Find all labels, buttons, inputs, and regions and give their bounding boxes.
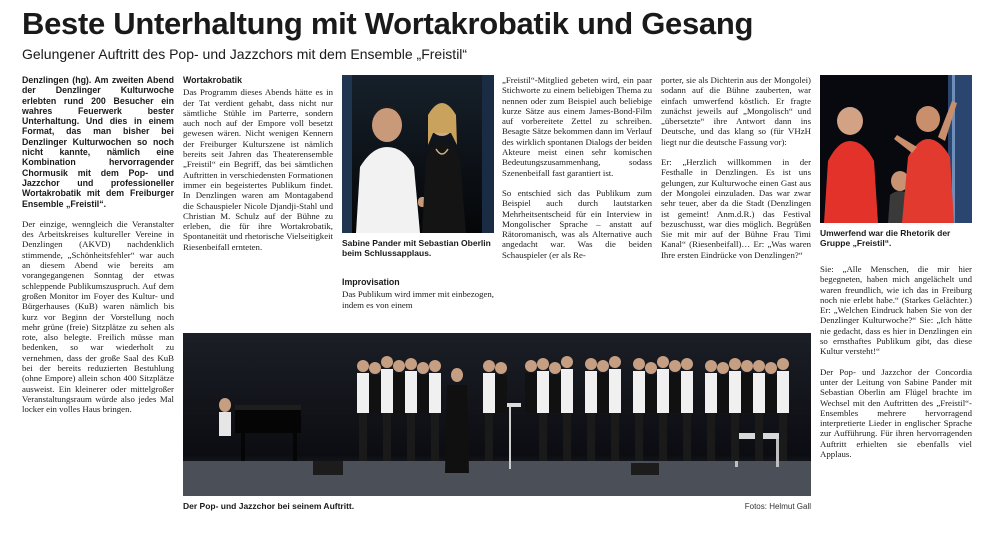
body-paragraph: Er: „Herzlich willkommen in der Festhalle in Denzlingen. Es ist uns gelungen, zur Kulturwoche einen Gast aus der Mongolei einzuladen. Das war zwar sehr teuer, aber da die Stadt (Denzlingen ist gemeint! Anm.d.R.) das Festival bezuschusst, war dies möglich. Begrüßen Sie mit mir auf der Bühne Frau Timi Kanal“ (Riesenbeifall)… Er: „Was waren Ihre ersten Eindrücke von Denzlingen?“	[661, 157, 811, 260]
photo-caption-schlussapplaus: Sabine Pander mit Sebastian Oberlin beim Schlussapplaus.	[342, 238, 491, 259]
body-paragraph: Das Publikum wird immer mit einbezogen, indem es von einem	[342, 289, 494, 310]
body-paragraph: Der Pop- und Jazzchor der Concordia unter der Leitung von Sabine Pander mit Sebastian Oberlin am Flügel brachte im Wechsel mit den Auftritten des „Freistil“-Ensembles mehrere hervorragend interpretierte Lieder in englischer Sprache zur Aufführung. Für ihren hervorragenden Auftritt erhielten sie ebenfalls viel Applaus.	[820, 366, 972, 460]
photo-freistil	[820, 75, 972, 223]
article-column-3	[342, 277, 494, 310]
body-paragraph: Das Programm dieses Abends hätte es in der Tat verdient gehabt, dass nicht nur sämtliche Stühle im Parterre, sondern auch noch auf der Empore voll besetzt gewesen wären. Nicht wenigen Kennern der Freiburger Kulturszene ist nämlich bereits seit Jahren das Theaterensemble „Freistil“ ein Begriff, das bei sämtlichen Auftritten in verschiedensten Formationen immer ein begeistertes Publikum findet. In Denzlingen waren am Montagabend die Schauspieler Nicole Djandji-Stahl und Christian M. Schulz auf der Bühne zu erleben, die für ihre Wortakrobatik, Spontaneität und rhetorische Vielseitigkeit Riesenbeifall ernteten.	[183, 87, 333, 252]
photo-schlussapplaus	[342, 75, 494, 233]
lead-paragraph: Denzlingen (hg). Am zweiten Abend der Denzlinger Kulturwoche erlebten rund 200 Besucher ein wahres Feuerwerk bester Unterhaltung. Und dies in einem Format, das man bisher bei Denzlinger Kulturwochen so noch nicht kannte, nämlich eine Kombination hervorragender Chormusik mit dem Pop- und Jazzchor und professioneller Wortakrobatik mit dem Freiburger Ensemble „Freistil“.	[22, 75, 174, 209]
section-heading-wortakrobatik: Wortakrobatik	[183, 75, 242, 85]
section-heading-improvisation: Improvisation	[342, 277, 400, 287]
article-column-2	[183, 75, 333, 252]
photo-credit: Fotos: Helmut Gall	[744, 502, 811, 511]
article-column-6	[820, 264, 972, 459]
body-paragraph: „Freistil“-Mitglied gebeten wird, ein paar Stichworte zu einem beliebigen Thema zu nennen oder zum Beispiel auch beliebige kurze Sätze aus einem James-Bond-Film auf vorbereitete Zettel zu schreiben. Besagte Sätze bekommen dann im Verlauf des wirklich spontanen Dialogs der beiden Akteure meist einen sehr komischen Bedeutungszusammenhang, sodass Szenenbeifall fast garantiert ist.	[502, 75, 652, 178]
body-paragraph: So entschied sich das Publikum zum Beispiel auch durch lautstarken Mehrheitsentscheid für ein Interview in Mongolischer Sprache – anstatt auf Rätoromanisch, was als Alternative auch angedacht war. Was die beiden Schauspieler (er als Re-	[502, 187, 652, 260]
photo-choir	[183, 333, 811, 496]
article-subheadline: Gelungener Auftritt des Pop- und Jazzchors mit dem Ensemble „Freistil“	[22, 46, 468, 62]
photo-schlussapplaus-image	[342, 75, 494, 233]
body-paragraph: Der einzige, wenngleich die Veranstalter des Arbeitskreises kultureller Vereine in Denzlingen (AKVD) nachdenklich stimmende, „Schönheitsfehler“ war auch an diesem Abend wie bereits am vorangegangenen Sonntag der etwas schleppende Publikumszuspruch. Auf dem großen Monitor im Foyer des Kultur- und Bürgerhauses (KuB) waren nämlich bis kurz vor Beginn der Vorstellung noch mehr grüne (freie) Sitzplätze zu sehen als rote, also belegte. Freilich müsse man bedenken, so war wiederholt zu vernehmen, dass der große Saal des KuB bei der bereits reduzierten Bestuhlung (ohne Empore) allein schon 400 Sitzplätze ausweist. Ein kleinerer oder mittelgroßer Veranstaltungsraum würde also jedes Mal locker ein volles Haus bringen.	[22, 218, 174, 415]
body-paragraph: porter, sie als Dichterin aus der Mongolei) sodann auf die Bühne zauberten, war einfach umwerfend köstlich. Er fragte zunächst jeweils auf „Mongolisch“ und „übersetzte“ ihre Antwort dann ins Deutsche, und das klang so (für VHzH liegt nur die deutsche Fassung vor):	[661, 75, 811, 147]
photo-freistil-image	[820, 75, 972, 223]
photo-caption-freistil: Umwerfend war die Rhetorik der Gruppe „Freistil“.	[820, 228, 951, 249]
photo-caption-choir: Der Pop- und Jazzchor bei seinem Auftritt.	[183, 501, 355, 511]
article-column-5	[661, 75, 811, 260]
article-column-4	[502, 75, 652, 260]
photo-choir-image	[183, 333, 811, 496]
article-column-1	[22, 75, 174, 415]
article-headline: Beste Unterhaltung mit Wortakrobatik und Gesang	[22, 6, 754, 41]
body-paragraph: Sie: „Alle Menschen, die mir hier begegneten, haben mich angelächelt und waren freundlich, wie ich das in Freiburg noch nie erlebt habe.“ (Starkes Gelächter.) Er: „Welchen Eindruck haben Sie von der Denzlinger Kulturwoche?“ Sie: „Ich hätte nie gedacht, dass es hier in Denzlingen ein so ernsthaftes Publikum gibt, das diese Kultur versteht!“	[820, 264, 972, 357]
